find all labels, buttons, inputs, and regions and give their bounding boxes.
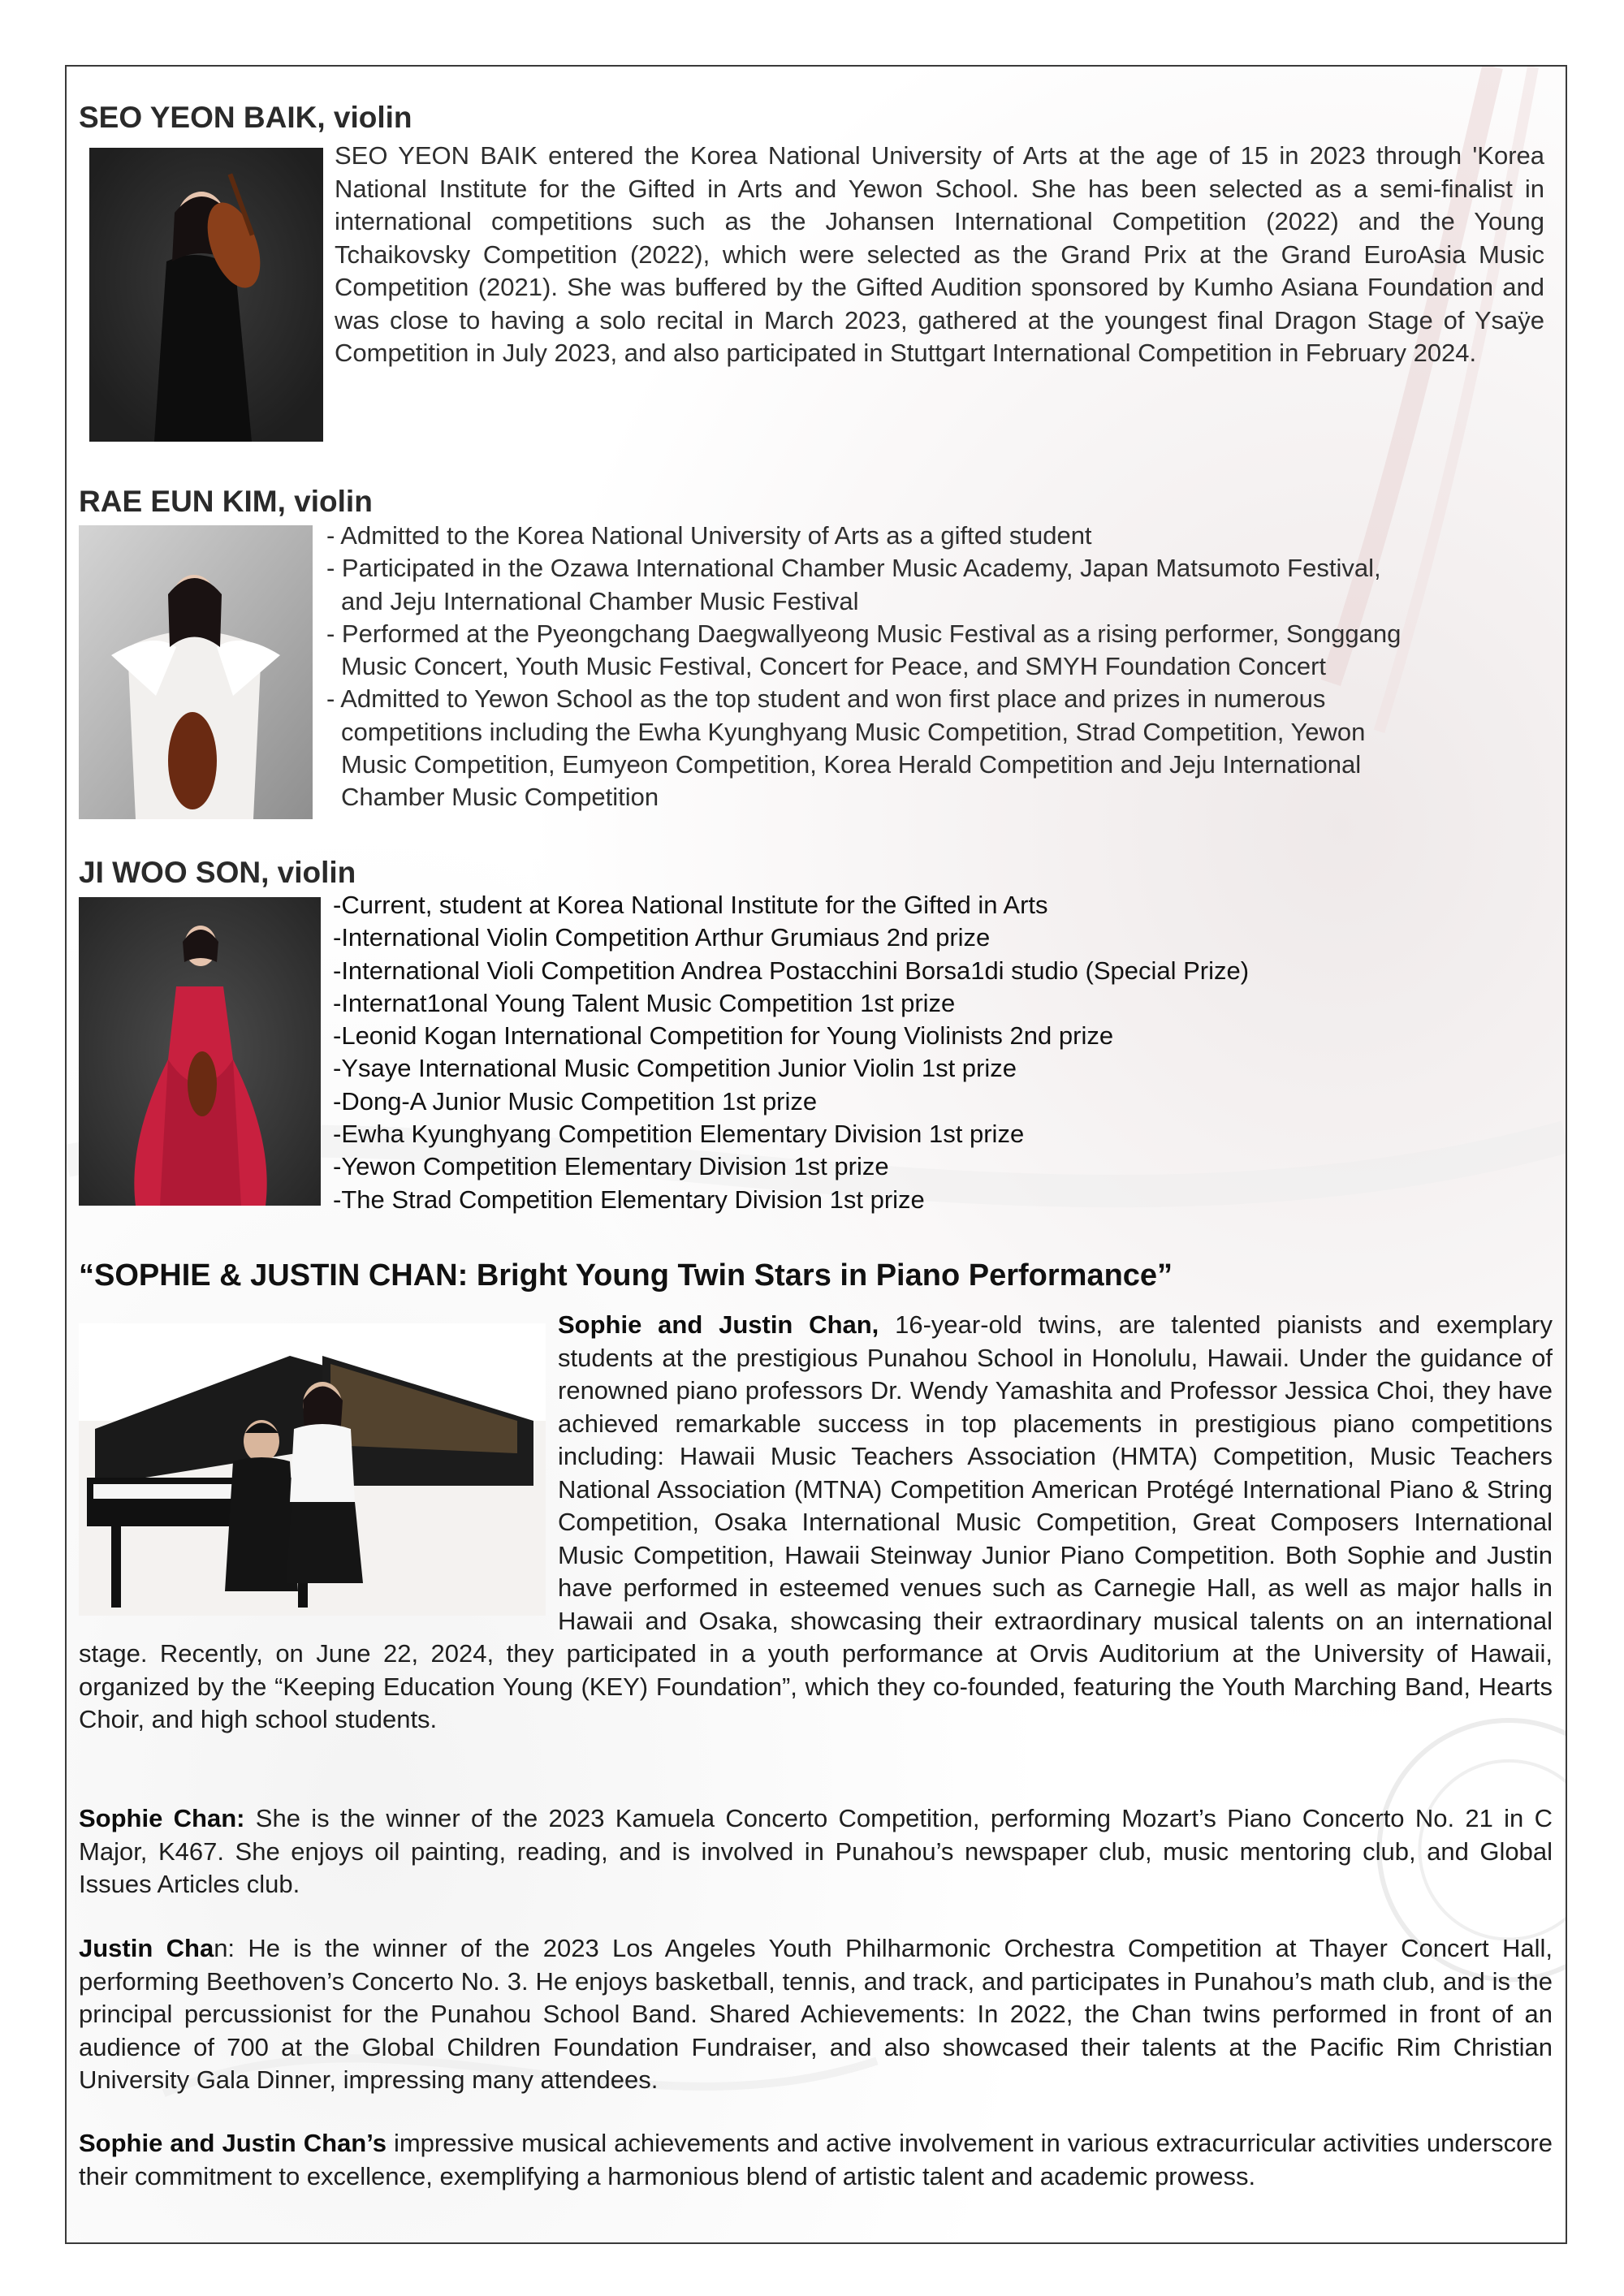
list-item: - Participated in the Ozawa International Chamber Music Academy, Japan Matsumoto Festival, [326, 554, 1381, 583]
list-item: and Jeju International Chamber Music Festival [341, 586, 859, 615]
list-item: -Leonid Kogan International Competition for Young Violinists 2nd prize [333, 1021, 1114, 1051]
justin-chan-lead-rest: n: [214, 1934, 235, 1962]
sophie-chan-lead: Sophie Chan: [79, 1804, 245, 1832]
sophie-chan-text: She is the winner of the 2023 Kamuela Concerto Competition, performing Mozart’s Piano Concerto No. 21 in C Major, K467. She enjoys oil painting, reading, and is involved in Punahou’s newspaper club, music mentoring club, and Global Issues Articles club. [79, 1804, 1553, 1898]
list-item: -Internat1onal Young Talent Music Competition 1st prize [333, 988, 956, 1017]
page-frame [65, 65, 1567, 2244]
list-item: competitions including the Ewha Kyunghyang Music Competition, Strad Competition, Yewon [341, 717, 1366, 746]
seo-yeon-baik-bio: SEO YEON BAIK entered the Korea National University of Arts at the age of 15 in 2023 through 'Korea National Institute for the Gifted in Arts and Yewon School. She has been selected as a semi-finalist in international competitions such as the Johansen International Competition (2022) and the Young Tchaikovsky Competition (2022), which were selected as the Grand Prix at the Grand EuroAsia Music Competition (2021). She was buffered by the Gifted Audition sponsored by Kumho Asiana Foundation and was close to having a solo recital in March 2023, gathered at the youngest final Dragon Stage of Ysaÿe Competition in July 2023, and also participated in Stuttgart International Competition in February 2024. [335, 141, 1544, 367]
list-item: -Dong-A Junior Music Competition 1st prize [333, 1086, 818, 1116]
list-item: - Admitted to Yewon School as the top student and won first place and prizes in numerous [326, 684, 1326, 714]
justin-chan-paragraph [79, 1932, 1553, 2097]
chan-twins-headline: “SOPHIE & JUSTIN CHAN: Bright Young Twin Stars in Piano Performance” [79, 1258, 1173, 1293]
closing-paragraph [79, 2127, 1553, 2193]
list-item: -International Violi Competition Andrea Postacchini Borsa1di studio (Special Prize) [333, 956, 1250, 985]
list-item: Music Concert, Youth Music Festival, Concert for Peace, and SMYH Foundation Concert [341, 652, 1327, 681]
chan-twins-intro-lead: Sophie and Justin Chan, [558, 1310, 879, 1339]
list-item: -International Violin Competition Arthur Grumiaus 2nd prize [333, 923, 991, 952]
list-item: - Admitted to the Korea National University of Arts as a gifted student [326, 521, 1092, 550]
list-item: -The Strad Competition Elementary Division 1st prize [333, 1185, 925, 1214]
rae-eun-kim-heading: RAE EUN KIM, violin [79, 485, 373, 518]
list-item: -Yewon Competition Elementary Division 1st prize [333, 1152, 889, 1181]
ji-woo-son-heading: JI WOO SON, violin [79, 856, 356, 889]
justin-chan-text: He is the winner of the 2023 Los Angeles Youth Philharmonic Orchestra Competition at Thayer Concert Hall, performing Beethoven’s Concerto No. 3. He enjoys basketball, tennis, and track, and participates in Punahou’s math club, and is the principal percussionist for the Punahou School Band. Shared Achievements: In 2022, the Chan twins performed in front of an audience of 700 at the Global Children Foundation Fundraiser, and also showcased their talents at the Pacific Rim Christian University Gala Dinner, impressing many attendees. [79, 1934, 1553, 2094]
seo-yeon-baik-heading: SEO YEON BAIK, violin [79, 101, 412, 134]
ji-woo-son-achievements [333, 889, 1249, 1216]
chan-twins-intro [79, 1309, 1553, 1737]
photo-wrap-spacer [79, 1309, 558, 1617]
chan-twins-intro-text: 16-year-old twins, are talented pianists and exemplary students at the prestigious Punahou School in Honolulu, Hawaii. Under the guidance of renowned piano professors Dr. Wendy Yamashita and Professor Jessica Choi, they have achieved remarkable success in top placements in prestigious piano competitions including: Hawaii Music Teachers Association (HMTA) Competition, Music Teachers National Association (MTNA) Competition American Protégé International Piano & String Competition, Osaka International Music Competition, Great Composers International Music Competition, Hawaii Steinway Junior Piano Competition. Both Sophie and Justin have performed in esteemed venues such as Carnegie Hall, as well as major halls in Hawaii and Osaka, showcasing their extraordinary musical talents on an international stage. Recently, on June 22, 2024, they participated in a youth performance at Orvis Auditorium at the University of Hawaii, organized by the “Keeping Education Young (KEY) Foundation”, which they co-founded, featuring the Youth Marching Band, Hearts Choir, and high school students. [79, 1310, 1553, 1733]
list-item: - Performed at the Pyeongchang Daegwallyeong Music Festival as a rising performer, Songgang [326, 619, 1402, 648]
list-item: -Ewha Kyunghyang Competition Elementary Division 1st prize [333, 1120, 1025, 1149]
justin-chan-lead: Justin Cha [79, 1934, 214, 1962]
rae-eun-kim-achievements [326, 520, 1401, 814]
list-item: Chamber Music Competition [341, 783, 659, 812]
list-item: Music Competition, Eumyeon Competition, Korea Herald Competition and Jeju International [341, 750, 1362, 779]
list-item: -Current, student at Korea National Institute for the Gifted in Arts [333, 891, 1048, 919]
sophie-chan-paragraph [79, 1802, 1553, 1901]
closing-text: impressive musical achievements and active involvement in various extracurricular activities underscore their commitment to excellence, exemplifying a harmonious blend of artistic talent and academic prowess. [79, 2129, 1553, 2190]
list-item: -Ysaye International Music Competition Junior Violin 1st prize [333, 1054, 1017, 1083]
ji-woo-son-photo [79, 897, 321, 1206]
seo-yeon-baik-photo [89, 148, 323, 442]
closing-lead: Sophie and Justin Chan’s [79, 2129, 387, 2157]
rae-eun-kim-photo [79, 525, 313, 819]
